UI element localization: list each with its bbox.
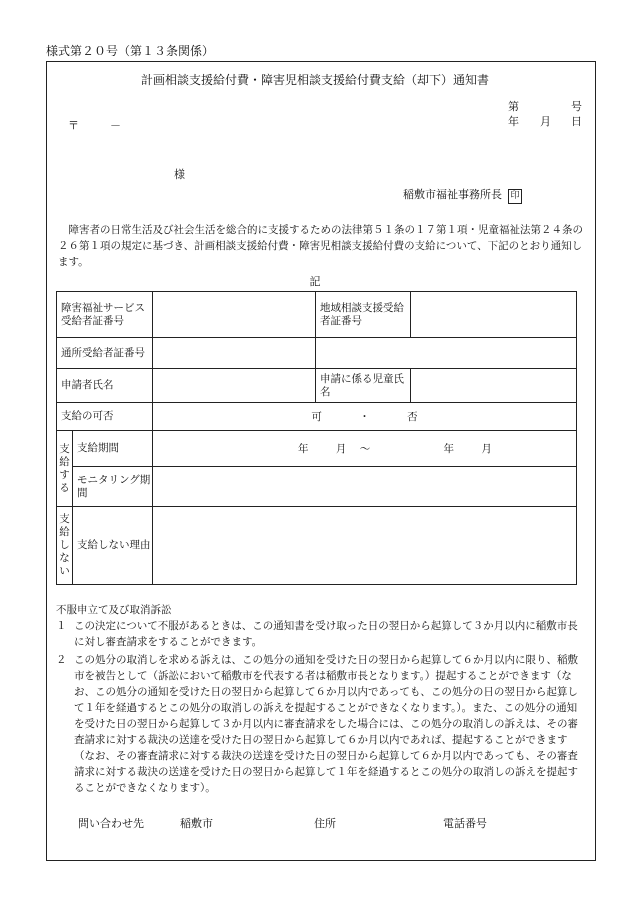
- service-cert-number[interactable]: [153, 292, 316, 338]
- doc-number-suffix: 号: [571, 100, 582, 113]
- table-row: [57, 403, 577, 431]
- intro-paragraph: 障害者の日常生活及び社会生活を総合的に支援するための法律第５１条の１７第１項・児童福祉法第２４条の２６第１項の規定に基づき、計画相談支援給付費・障害児相談支援給付費の支給について、下記のとおり通知します。: [58, 224, 583, 268]
- postal-dash: －: [110, 119, 121, 132]
- date-day: 日: [571, 115, 582, 128]
- approval-options[interactable]: [153, 403, 577, 431]
- document-title: 計画相談支援給付費・障害児相談支援給付費支給（却下）通知書: [140, 73, 489, 87]
- note-1-number: １: [56, 620, 67, 632]
- child-name-field[interactable]: [411, 369, 577, 403]
- reason-label: 支給しない理由: [73, 507, 153, 585]
- phone-label: 電話番号: [443, 817, 487, 830]
- notes-heading: 不服申立て及び取消訴訟: [56, 604, 172, 616]
- group-payment: 支給する: [57, 431, 73, 507]
- approval-separator: ・: [359, 411, 370, 423]
- issuer-block: [403, 186, 522, 204]
- community-cert-number[interactable]: [411, 292, 577, 338]
- date-year: 年: [508, 115, 519, 128]
- seal-mark: 印: [508, 189, 522, 204]
- period-label: 支給期間: [73, 431, 153, 467]
- applicant-name-field[interactable]: [153, 369, 316, 403]
- period-month-1: 月: [335, 443, 347, 455]
- table-row: [57, 338, 577, 369]
- note-2-text: この処分の取消しを求める訴えは、この処分の通知を受けた日の翌日から起算して６か月以内に限り、稲敷市を被告として（訴訟において稲敷市を代表する者は稲敷市長となります。）提起することができます（なお、この処分の通知を受けた日の翌日から起算して６か月以内であっても、この処分の日の翌日から起算して１年を経過するとこの処分の取消しの訴えを提起することができなくなります。）。また、この処分の通知を受けた日の翌日から起算して３か月以内に審査請求をした場合には、この処分の取消しの訴えは、その審査請求に対する裁決の送達を受けた日の翌日から起算して６か月以内であれば、提起することができます（なお、その審査請求に対する裁決の送達を受けた日の翌日から起算して６か月以内であっても、その審査請求に対する裁決の送達を受けた日の翌日から起算して１年を経過するとこの処分の取消しの訴えを提起することができなくなります）。: [74, 654, 578, 794]
- applicant-name-label: 申請者氏名: [57, 369, 153, 403]
- commute-cert-number[interactable]: [153, 338, 316, 369]
- child-name-label: 申請に係る児童氏名: [316, 369, 411, 403]
- address-label: 住所: [314, 817, 336, 830]
- monitoring-label: モニタリング期間: [73, 467, 153, 507]
- table-row: [57, 507, 577, 585]
- note-1-text: この決定について不服があるときは、この通知書を受け取った日の翌日から起算して３か月以内に稲敷市長に対し審査請求をすることができます。: [74, 620, 578, 648]
- contact-label: 問い合わせ先: [78, 817, 144, 830]
- info-table: [56, 291, 577, 585]
- table-row: [57, 292, 577, 338]
- reason-field[interactable]: [153, 507, 577, 585]
- note-item-2: [56, 652, 586, 796]
- date-month: 月: [540, 115, 551, 128]
- table-row: [57, 431, 577, 467]
- period-month-2: 月: [481, 443, 492, 455]
- note-2-number: ２: [56, 654, 67, 666]
- community-cert-label: 地域相談支援受給者証番号: [316, 292, 411, 338]
- table-row: [57, 467, 577, 507]
- approval-no[interactable]: 否: [407, 411, 418, 423]
- commute-cert-label: 通所受給者証番号: [57, 338, 153, 369]
- note-item-1: [56, 618, 586, 650]
- issuer-name: 稲敷市福祉事務所長: [403, 188, 502, 201]
- service-cert-label: 障害福祉サービス受給者証番号: [57, 292, 153, 338]
- blank-cell: [316, 338, 577, 369]
- approval-label: 支給の可否: [57, 403, 153, 431]
- period-field[interactable]: [153, 431, 577, 467]
- table-row: [57, 369, 577, 403]
- group-no-payment: 支給しない: [57, 507, 73, 585]
- period-tilde: ～: [359, 443, 371, 455]
- form-id: 様式第２０号（第１３条関係）: [46, 44, 215, 58]
- record-label: 記: [309, 275, 321, 288]
- approval-yes[interactable]: 可: [311, 411, 322, 423]
- recipient-honorific: 様: [174, 168, 185, 181]
- period-year-2: 年: [443, 443, 455, 455]
- period-year-1: 年: [298, 443, 309, 455]
- doc-number-label: 第: [508, 100, 519, 113]
- monitoring-field[interactable]: [153, 467, 577, 507]
- contact-org: 稲敷市: [180, 817, 213, 830]
- postal-mark: 〒: [68, 119, 79, 132]
